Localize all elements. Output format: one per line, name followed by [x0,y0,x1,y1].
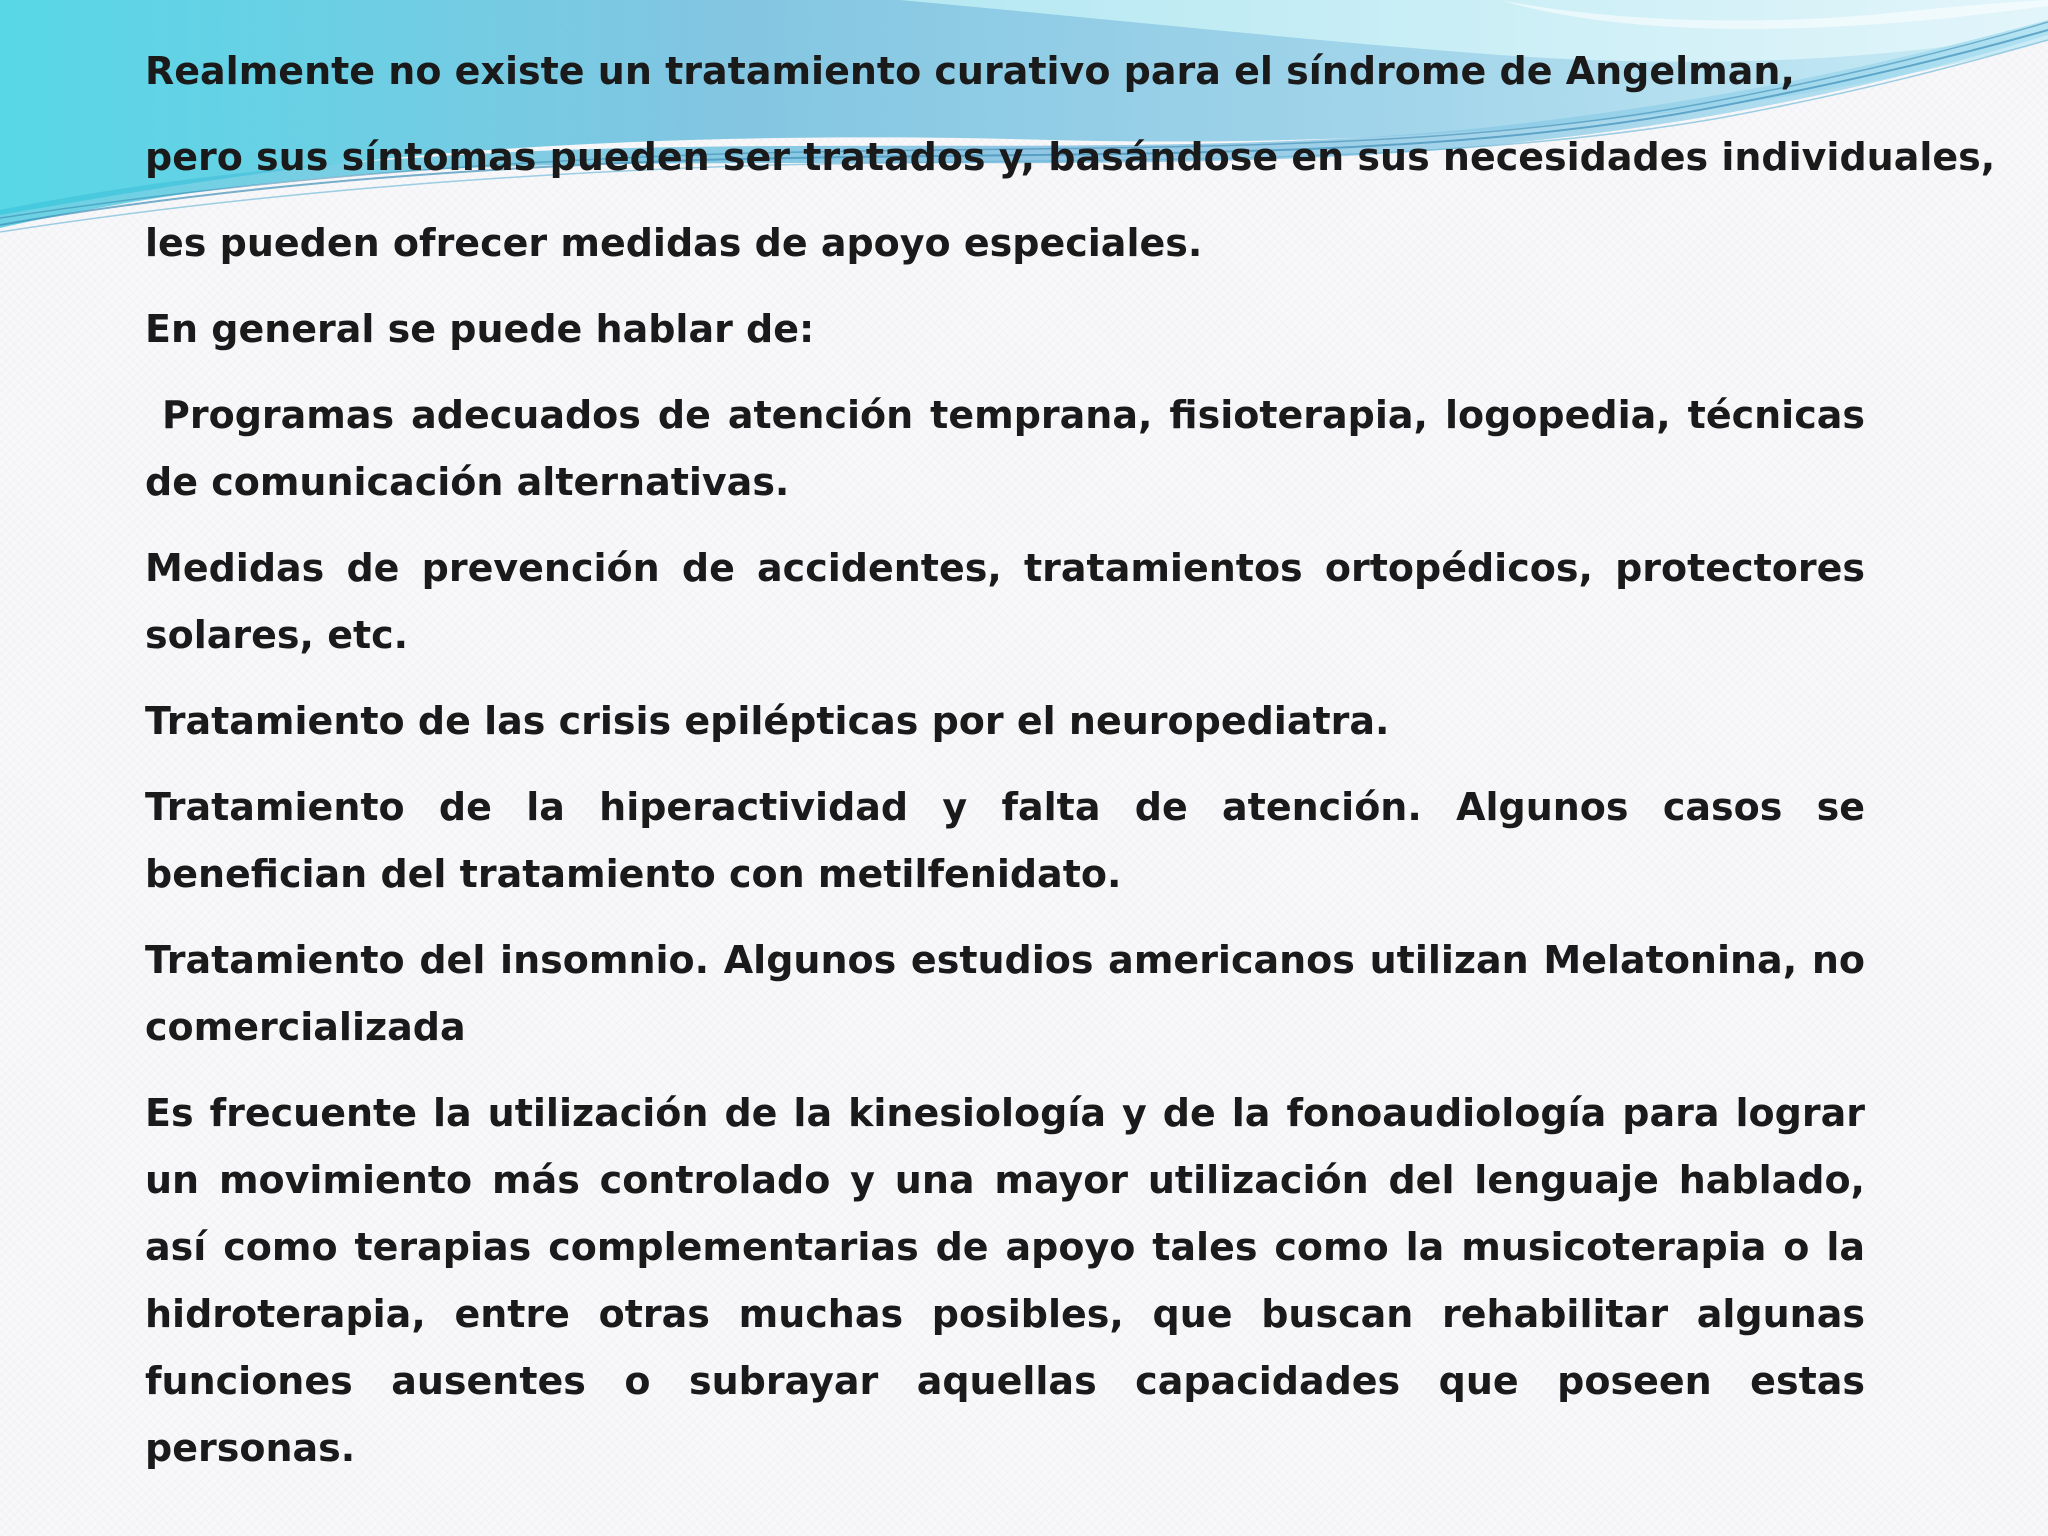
paragraph-programas: Programas adecuados de atención temprana, fisioterapia, logopedia, técnicas de comunicación alternativas. [145,393,1879,504]
paragraph-crisis-epilepticas: Tratamiento de las crisis epilépticas por el neuropediatra. [145,699,1390,743]
intro-line-4: En general se puede hablar de: [145,307,815,351]
paragraph-insomnio: Tratamiento del insomnio. Algunos estudios americanos utilizan Melatonina, no comercializada [145,938,1865,1049]
paragraph-hiperactividad: Tratamiento de la hiperactividad y falta de atención. Algunos casos se benefician del tratamiento con metilfenidato. [145,785,1865,896]
intro-line-3: les pueden ofrecer medidas de apoyo especiales. [145,221,1203,265]
slide-body-text [145,38,1996,1501]
paragraph-kinesiologia: Es frecuente la utilización de la kinesiología y de la fonoaudiología para lograr un movimiento más controlado y una mayor utilización del lenguaje hablado, así como terapias complementarias de apoyo tales como la musicoterapia o la hidroterapia, entre otras muchas posibles, que buscan rehabilitar algunas funciones ausentes o subrayar aquellas capacidades que poseen estas personas. [145,1091,1865,1470]
intro-line-2: pero sus síntomas pueden ser tratados y, basándose en sus necesidades individuales, [145,135,1996,179]
paragraph-medidas: Medidas de prevención de accidentes, tratamientos ortopédicos, protectores solares, etc. [145,546,1865,657]
intro-line-1: Realmente no existe un tratamiento curativo para el síndrome de Angelman, [145,49,1795,93]
